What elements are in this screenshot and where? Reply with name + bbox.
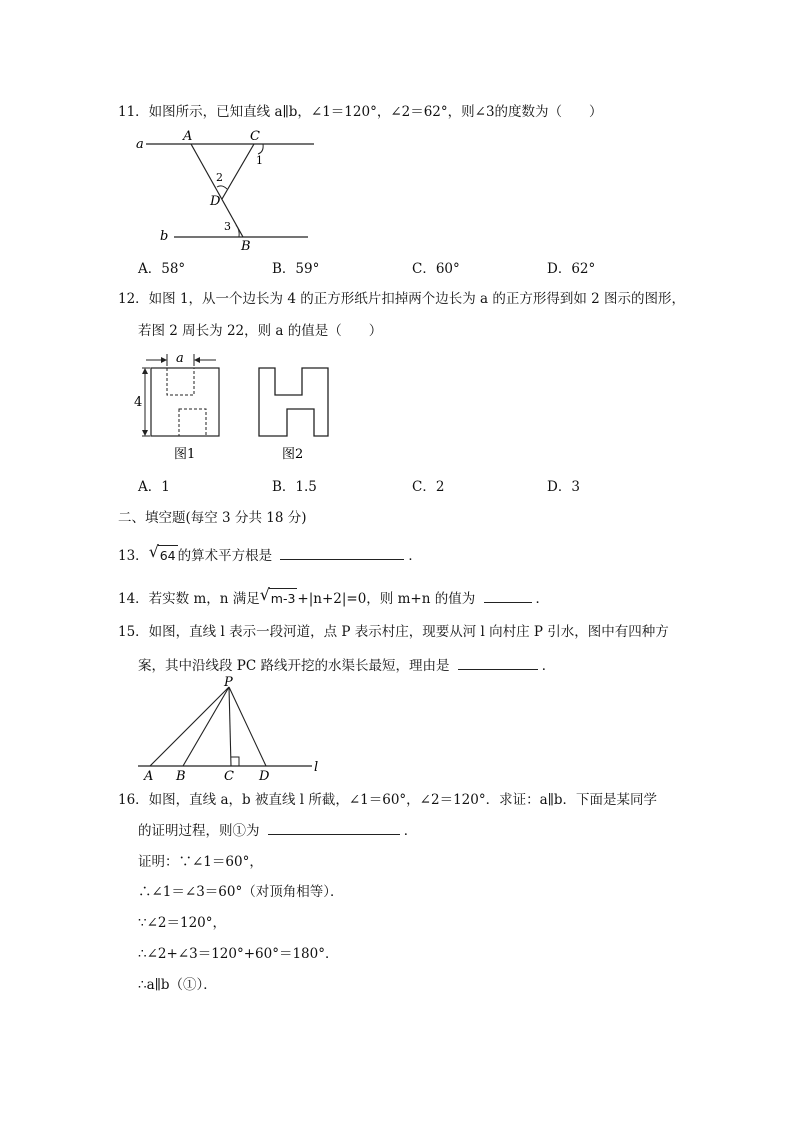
- q13-number: 13．: [118, 548, 149, 564]
- q12-line1: 12．如图 1，从一个边长为 4 的正方形纸片扣掉两个边长为 a 的正方形得到如 2 图示的图形，: [118, 291, 686, 307]
- q14-sqrt: √ m-3: [260, 588, 298, 609]
- q11-label-A: A: [183, 129, 193, 144]
- q16-proof-line-5: ∴a∥b（①）．: [138, 977, 217, 993]
- q12-option-d: D．3: [547, 479, 580, 495]
- q16-line2: [138, 820, 417, 841]
- q14-mid: +|n+2|=0，则 m+n 的值为: [297, 591, 476, 607]
- q15-label-B: B: [176, 769, 186, 784]
- q16-line2-text: 的证明过程，则①为: [138, 823, 260, 839]
- q11-label-B: B: [241, 239, 251, 254]
- q11-label-C: C: [250, 129, 260, 144]
- q16-proof-line-1: 证明：∵∠1＝60°，: [138, 854, 263, 870]
- q12-fig1-caption: 图1: [174, 447, 196, 462]
- q11-option-b: B．59°: [272, 261, 320, 277]
- q15-label-D: D: [259, 769, 270, 784]
- q13-radicand: 64: [158, 545, 178, 566]
- q14-text: [118, 585, 549, 609]
- q11-text: 11．如图所示，已知直线 a∥b，∠1＝120°，∠2＝62°，则∠3的度数为（ ）: [118, 104, 603, 120]
- q13-suffix: 的算术平方根是: [177, 548, 273, 564]
- q15-line2: [138, 655, 555, 676]
- q15-label-A: A: [144, 769, 154, 784]
- q12-label-a: a: [176, 351, 184, 366]
- q14-answer-blank[interactable]: [484, 588, 532, 603]
- q15-figure: [138, 675, 328, 787]
- q11-label-D: D: [210, 194, 221, 209]
- q15-line1: 15．如图，直线 l 表示一段河道，点 P 表示村庄，现要从河 l 向村庄 P 引水，图中有四种方: [118, 624, 669, 640]
- q11-label-b: b: [160, 229, 169, 244]
- q12-fig2-caption: 图2: [282, 447, 304, 462]
- q15-label-P: P: [224, 675, 233, 690]
- q14-prefix: 14．若实数 m，n 满足: [118, 591, 260, 607]
- q12-label-4: 4: [134, 395, 143, 410]
- q11-option-a: A．58°: [138, 261, 186, 277]
- q13-answer-blank[interactable]: [280, 545, 404, 560]
- q14-end: ．: [535, 591, 549, 607]
- q15-answer-blank[interactable]: [458, 655, 538, 670]
- q16-line1: 16．如图，直线 a，b 被直线 l 所截，∠1＝60°，∠2＝120°．求证：a∥b．下面是某同学: [118, 792, 658, 808]
- q15-line2-text: 案，其中沿线段 PC 路线开挖的水渠长最短，理由是: [138, 658, 450, 674]
- q16-answer-blank[interactable]: [268, 820, 400, 835]
- q13-text: [118, 542, 422, 566]
- q16-proof-line-4: ∴∠2+∠3＝120°+60°＝180°．: [138, 946, 339, 962]
- q16-proof-line-2: ∴∠1＝∠3＝60°（对顶角相等）．: [138, 884, 344, 900]
- q12-line2: 若图 2 周长为 22，则 a 的值是（ ）: [138, 323, 383, 339]
- q11-angle-2: 2: [216, 171, 223, 184]
- q11-figure: [130, 126, 330, 256]
- q12-option-a: A．1: [138, 479, 170, 495]
- q14-radicand: m-3: [269, 588, 298, 609]
- q16-proof-line-3: ∵∠2＝120°，: [138, 915, 227, 931]
- q15-end: ．: [541, 658, 556, 674]
- q16-end: ．: [403, 823, 418, 839]
- q11-angle-3: 3: [224, 220, 231, 233]
- q12-option-c: C．2: [412, 479, 445, 495]
- q12-option-b: B．1.5: [272, 479, 317, 495]
- q13-sqrt: √ 64: [149, 545, 178, 566]
- q13-end: ．: [408, 548, 422, 564]
- section-heading: 二、填空题(每空 3 分共 18 分): [118, 510, 307, 526]
- q15-label-C: C: [224, 769, 234, 784]
- q11-label-a: a: [136, 137, 144, 152]
- q11-option-d: D．62°: [547, 261, 596, 277]
- q11-angle-1: 1: [256, 154, 263, 167]
- q11-option-c: C．60°: [412, 261, 460, 277]
- q15-label-l: l: [314, 760, 319, 775]
- q12-figure: [134, 350, 334, 466]
